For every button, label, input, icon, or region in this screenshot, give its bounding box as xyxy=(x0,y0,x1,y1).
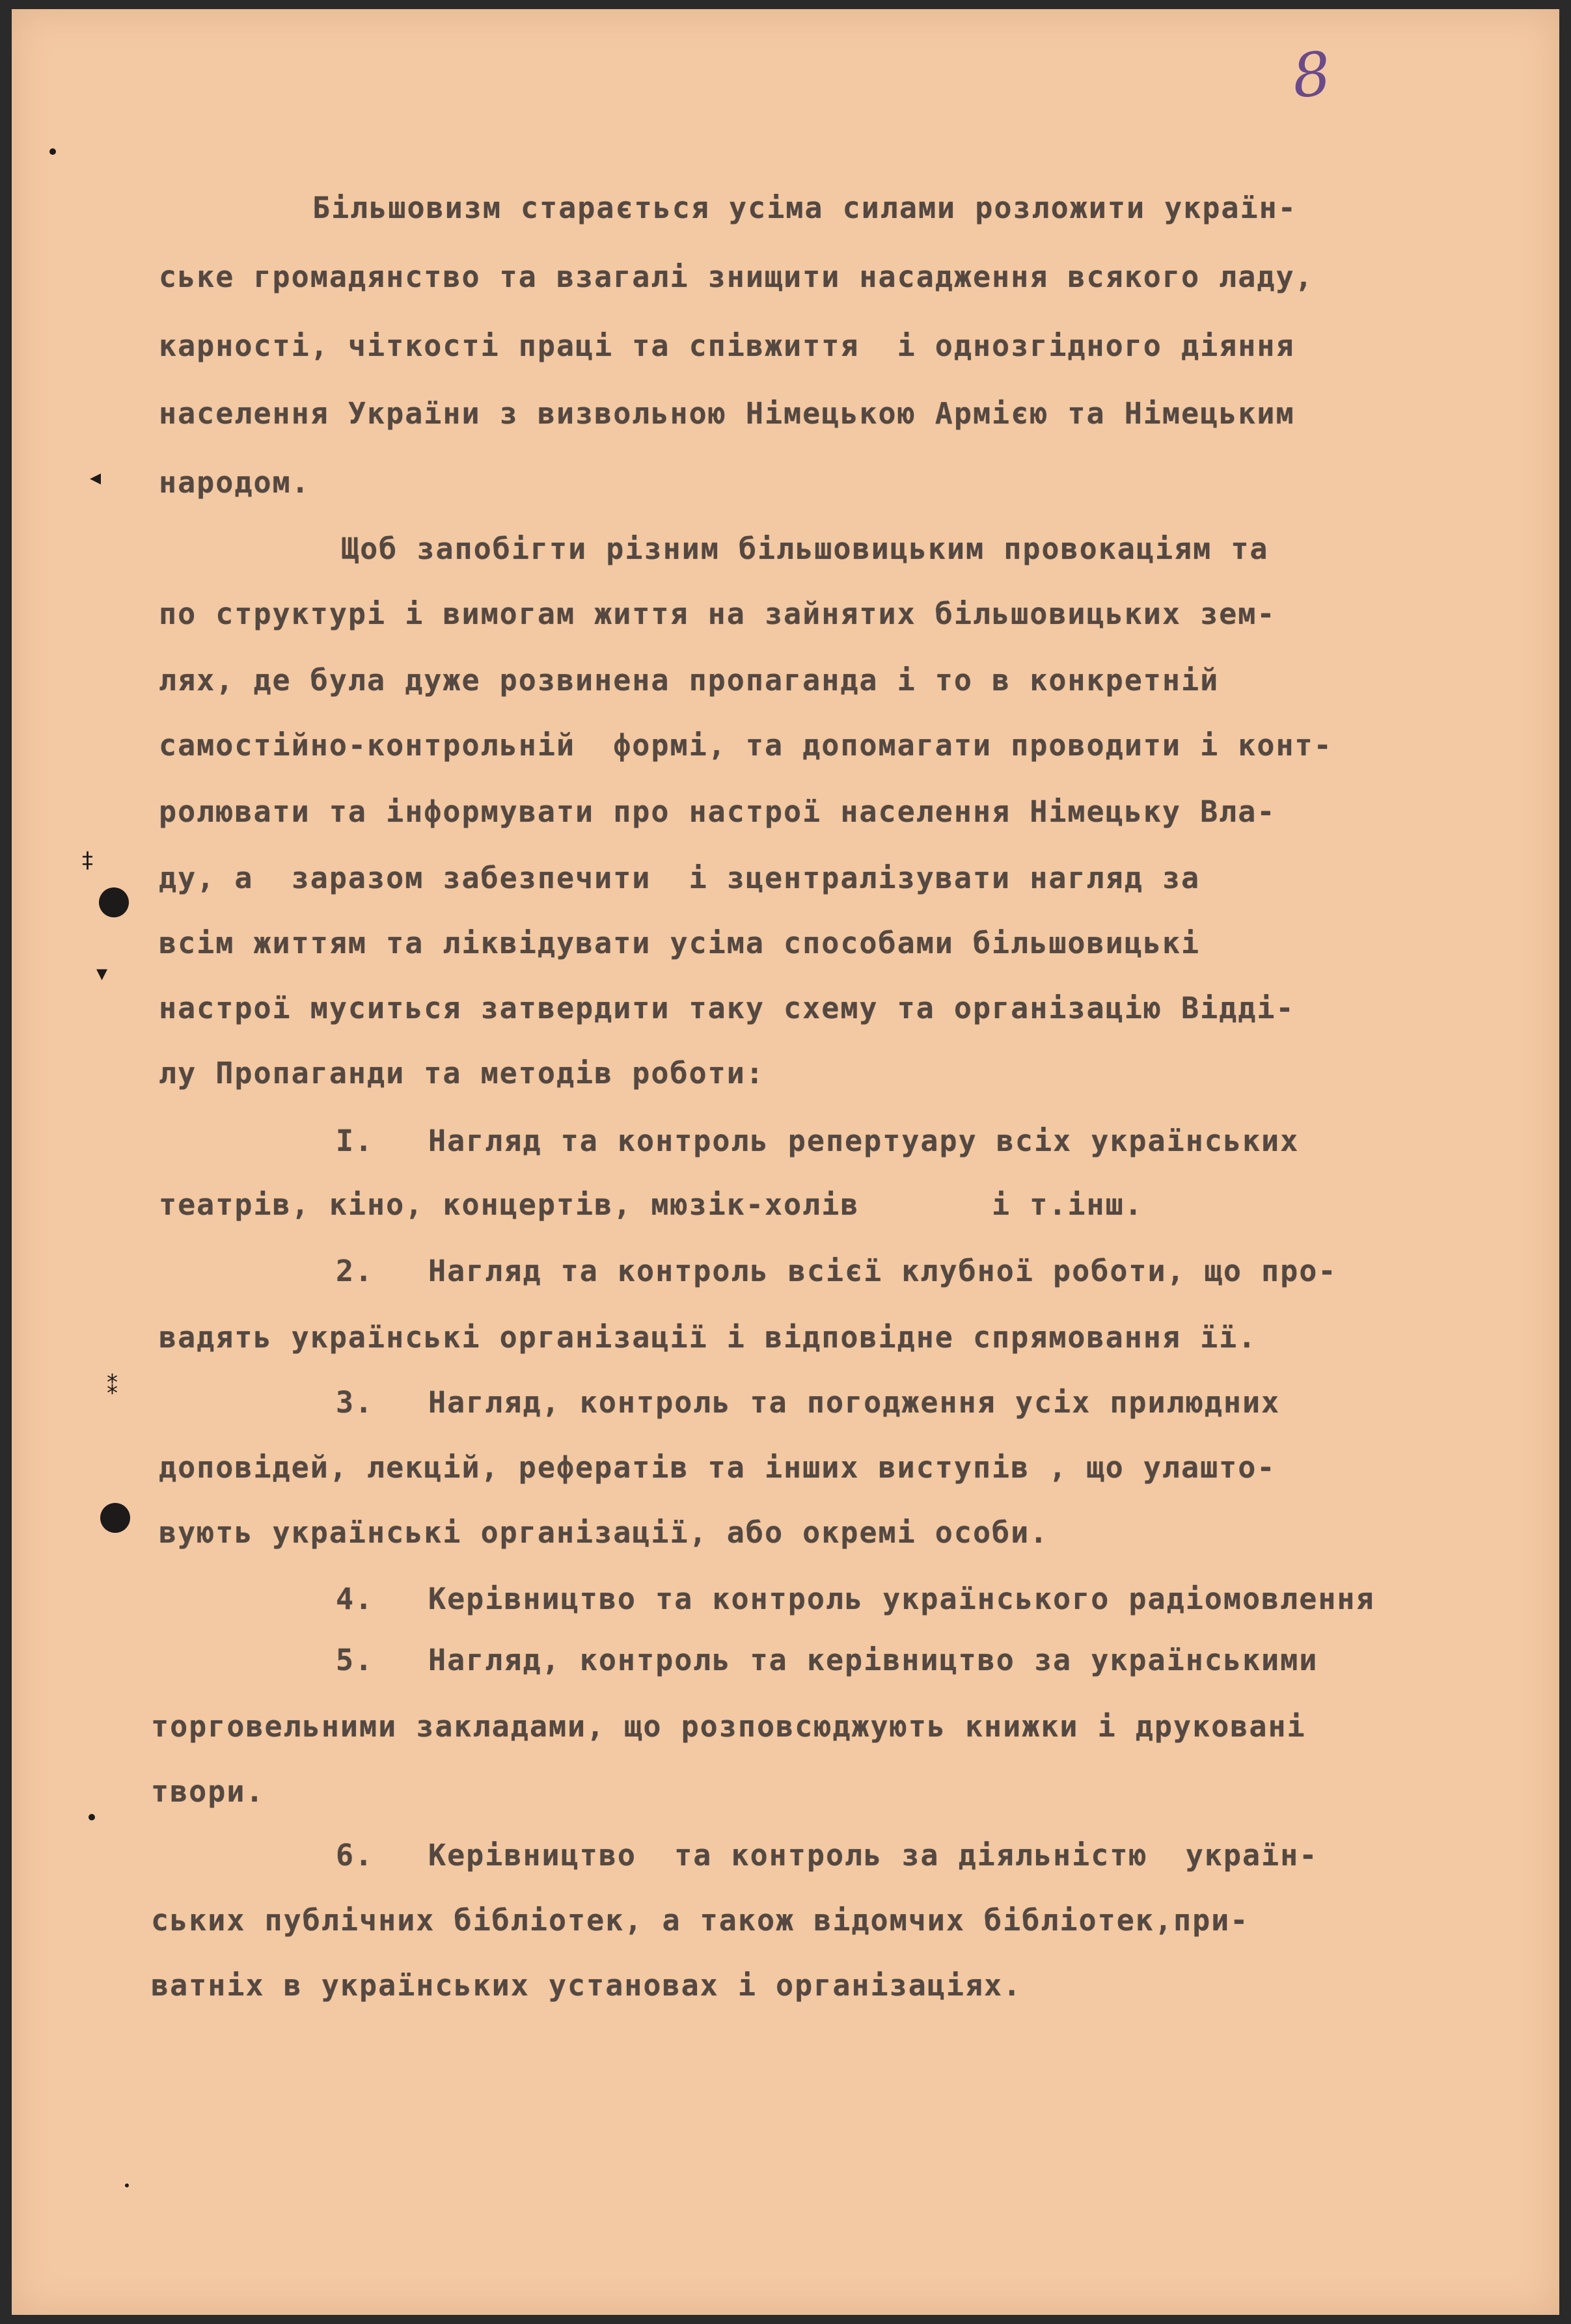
list-item-line: Нагляд, контроль та керівництво за українськими xyxy=(428,1643,1318,1677)
list-item-line: ських публічних бібліотек, а також відомчих бібліотек,при- xyxy=(151,1903,1250,1938)
margin-tick: ◂ xyxy=(90,465,102,491)
paragraph-line: самостійно-контрольній формі, та допомагати проводити і конт- xyxy=(159,728,1333,763)
paragraph-line: ду, а заразом забезпечити і зцентралізувати нагляд за xyxy=(159,861,1201,895)
paragraph-line: по структурі і вимогам життя на зайнятих більшовицьких зем- xyxy=(159,597,1276,631)
paragraph-line: народом. xyxy=(159,465,310,500)
page-number: 8 xyxy=(1289,38,1334,112)
list-item-line: вують українські організації, або окремі особи. xyxy=(159,1515,1049,1550)
paragraph-line: Щоб запобігти різним більшовицьким провокаціям та xyxy=(341,532,1269,566)
list-item-line: Нагляд та контроль всієї клубної роботи, що про- xyxy=(428,1254,1337,1288)
margin-tick: ⁑ xyxy=(107,1374,118,1400)
margin-tick: ▾ xyxy=(96,960,108,986)
paragraph-line: карності, чіткості праці та співжиття і однозгідного діяння xyxy=(159,329,1295,363)
paragraph-line: Більшовизм старається усіма силами розложити україн- xyxy=(312,191,1297,225)
margin-tick: ‡ xyxy=(82,847,93,873)
list-item-line: Керівництво та контроль за діяльністю україн- xyxy=(428,1838,1318,1872)
paragraph-line: лях, де була дуже розвинена пропаганда і то в конкретній xyxy=(159,663,1220,697)
punch-hole xyxy=(100,1503,130,1533)
list-item-line: Нагляд та контроль репертуару всіх українських xyxy=(428,1124,1300,1158)
margin-dot xyxy=(89,1814,95,1820)
paragraph-line: населення України з визвольною Німецькою Армією та Німецьким xyxy=(159,396,1295,431)
list-item-number: 6. xyxy=(336,1838,374,1872)
list-item-line: торговельними закладами, що розповсюджують книжки і друковані xyxy=(151,1709,1306,1744)
paragraph-line: ролювати та інформувати про настрої населення Німецьку Вла- xyxy=(159,794,1276,829)
paragraph-line: лу Пропаганди та методів роботи: xyxy=(159,1056,765,1090)
list-item-line: театрів, кіно, концертів, мюзік-холів і т.інш. xyxy=(159,1187,1143,1222)
list-item-number: I. xyxy=(336,1124,374,1158)
list-item-line: вадять українські організації і відповідне спрямовання її. xyxy=(159,1320,1257,1355)
list-item-number: 2. xyxy=(336,1254,374,1288)
list-item-number: 3. xyxy=(336,1385,374,1420)
document-page xyxy=(12,9,1559,2315)
margin-dot xyxy=(49,148,56,155)
list-item-line: Керівництво та контроль українського радіомовлення xyxy=(428,1582,1375,1616)
list-item-number: 4. xyxy=(336,1582,374,1616)
list-item-line: твори. xyxy=(151,1774,265,1809)
list-item-line: доповідей, лекцій, рефератів та інших виступів , що улашто- xyxy=(159,1450,1276,1485)
punch-hole xyxy=(99,887,129,917)
paragraph-line: всім життям та ліквідувати усіма способами більшовицькі xyxy=(159,926,1201,960)
list-item-line: ватніх в українських установах і організаціях. xyxy=(151,1968,1022,2003)
paragraph-line: настрої муситься затвердити таку схему та організацію Відді- xyxy=(159,991,1295,1025)
list-item-line: Нагляд, контроль та погодження усіх прилюдних xyxy=(428,1385,1281,1420)
paragraph-line: ське громадянство та взагалі знищити насадження всякого ладу, xyxy=(159,260,1314,294)
margin-dot xyxy=(125,2183,129,2187)
list-item-number: 5. xyxy=(336,1643,374,1677)
